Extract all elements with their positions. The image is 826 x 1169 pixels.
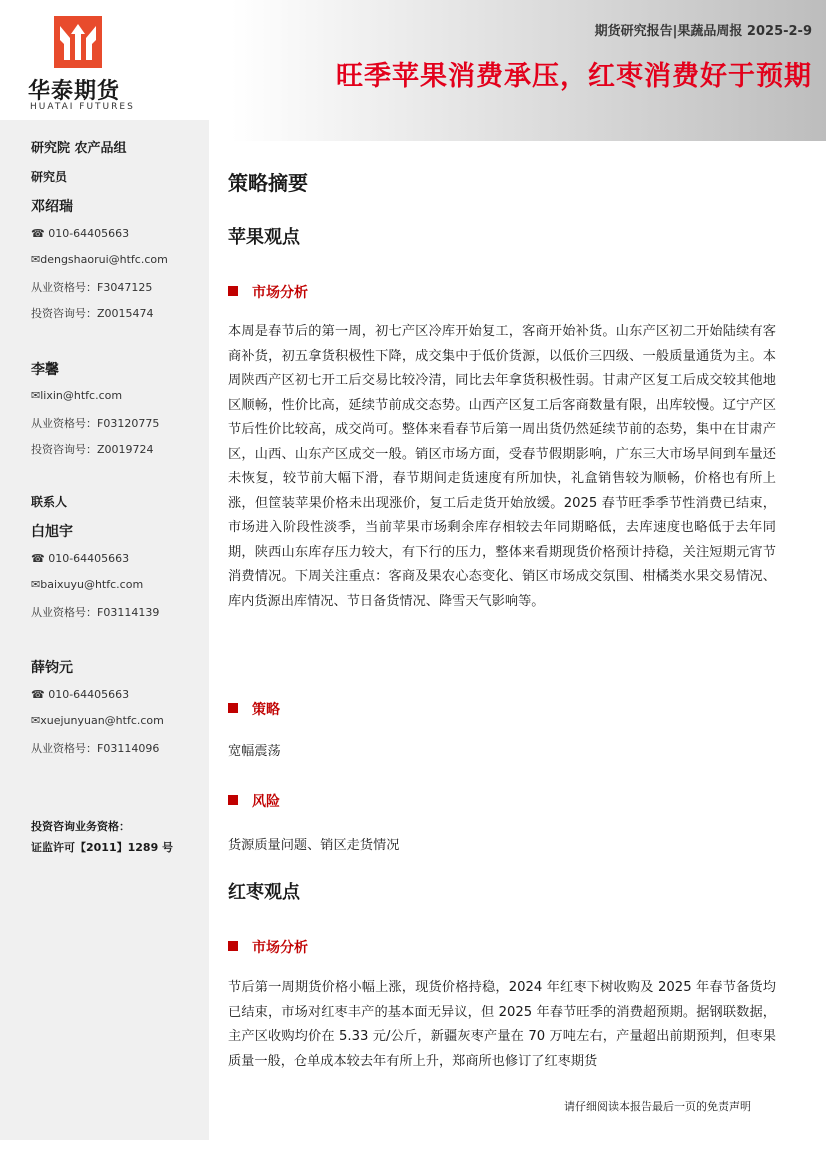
- square-bullet-icon: [228, 703, 238, 713]
- jujube-section-title: 红枣观点: [228, 882, 300, 903]
- qualification-license: 证监许可【2011】1289 号: [31, 841, 174, 854]
- contact-license: 从业资格号：F03114139: [31, 606, 160, 619]
- research-group: 研究院 农产品组: [31, 141, 127, 156]
- summary-title: 策略摘要: [228, 171, 308, 195]
- analyst-license: 从业资格号：F3047125: [31, 281, 153, 294]
- qualification-label: 投资咨询业务资格：: [31, 820, 130, 833]
- contact-license: 从业资格号：F03114096: [31, 742, 160, 755]
- report-title: 旺季苹果消费承压，红枣消费好于预期: [336, 61, 812, 92]
- square-bullet-icon: [228, 795, 238, 805]
- brand-name-cn: 华泰期货: [28, 79, 121, 104]
- analyst-license: 从业资格号：F03120775: [31, 417, 160, 430]
- apple-section-title: 苹果观点: [228, 227, 300, 248]
- contact-email: ✉baixuyu@htfc.com: [31, 578, 144, 591]
- contact-name: 白旭宇: [31, 524, 73, 540]
- company-logo: [28, 16, 138, 116]
- jujube-market-text: 节后第一周期货价格小幅上涨，现货价格持稳，2024 年红枣下树收购及 2025 年春节备货均已结束，市场对红枣丰产的基本面无异议，但 2025 年春节旺季的消费超预期。据钢联数据，主产区收购均价在 5.33 元/公斤，新疆灰枣产量在 70 万吨左右，产量超出前期预判，但枣果质量一般，仓单成本较去年有所上升，郑商所也修订了红枣期货: [228, 980, 776, 1069]
- disclaimer-note: 请仔细阅读本报告最后一页的免责声明: [564, 1100, 751, 1113]
- analyst-name: 邓绍瑞: [31, 199, 73, 215]
- phone-icon: ☎: [31, 552, 49, 565]
- analyst-advisor-id: 投资咨询号：Z0019724: [31, 443, 154, 456]
- contact-label: 联系人: [31, 495, 68, 509]
- huatai-logo-icon: [54, 16, 102, 68]
- analyst-phone: ☎ 010-64405663: [31, 227, 130, 240]
- contact-email: ✉xuejunyuan@htfc.com: [31, 714, 164, 727]
- apple-strategy-heading: 策略: [228, 699, 280, 719]
- analyst-name: 李馨: [31, 362, 59, 378]
- researcher-label: 研究员: [31, 170, 68, 184]
- square-bullet-icon: [228, 941, 238, 951]
- brand-name-en: HUATAI FUTURES: [30, 102, 135, 112]
- mail-icon: ✉: [31, 389, 41, 402]
- square-bullet-icon: [228, 286, 238, 296]
- report-type: 期货研究报告|果蔬品周报 2025-2-9: [594, 24, 812, 39]
- analyst-email: ✉dengshaorui@htfc.com: [31, 253, 168, 266]
- apple-strategy-text: 宽幅震荡: [228, 744, 281, 759]
- analyst-advisor-id: 投资咨询号：Z0015474: [31, 307, 154, 320]
- apple-market-text: 本周是春节后的第一周，初七产区冷库开始复工，客商开始补货。山东产区初二开始陆续有客商补货，初五拿货积极性下降，成交集中于低价货源，以低价三四级、一般质量通货为主。本周陕西产区初七开工后交易比较冷清，同比去年拿货积极性弱。甘肃产区复工后成交较其他地区顺畅，性价比高，延续节前成交态势。山西产区复工后客商数量有限，出库较慢。辽宁产区节后性价比较高，成交尚可。整体来看春节后第一周出货仍然延续节前的态势，集中在甘肃产区，山西、山东产区成交一般。销区市场方面，受春节假期影响，广东三大市场早间到车量还未恢复，较节前大幅下滑，春节期间走货速度有所加快，礼盒销售较为顺畅，价格也有所上涨，但筐装苹果价格未出现涨价，复工后走货开始放缓。2025 春节旺季季节性消费已结束，市场进入阶段性淡季，当前苹果市场剩余库存相较去年同期略低，去库速度也略低于去年同期，陕西山东库存压力较大，有下行的压力，整体来看期现货价格预计持稳，关注短期元宵节消费情况。下周关注重点：客商及果农心态变化、销区市场成交氛围、柑橘类水果交易情况、库内货源出库情况、节日备货情况、降雪天气影响等。: [228, 324, 776, 609]
- phone-icon: ☎: [31, 227, 49, 240]
- contact-name: 薛钧元: [31, 660, 73, 676]
- jujube-market-heading: 市场分析: [228, 937, 308, 957]
- apple-risk-heading: 风险: [228, 791, 280, 811]
- mail-icon: ✉: [31, 578, 41, 591]
- phone-icon: ☎: [31, 688, 49, 701]
- analyst-email: ✉lixin@htfc.com: [31, 389, 123, 402]
- mail-icon: ✉: [31, 714, 41, 727]
- apple-risk-text: 货源质量问题、销区走货情况: [228, 838, 400, 853]
- sidebar: [0, 120, 209, 1140]
- apple-market-heading: 市场分析: [228, 282, 308, 302]
- contact-phone: ☎ 010-64405663: [31, 552, 130, 565]
- mail-icon: ✉: [31, 253, 41, 266]
- contact-phone: ☎ 010-64405663: [31, 688, 130, 701]
